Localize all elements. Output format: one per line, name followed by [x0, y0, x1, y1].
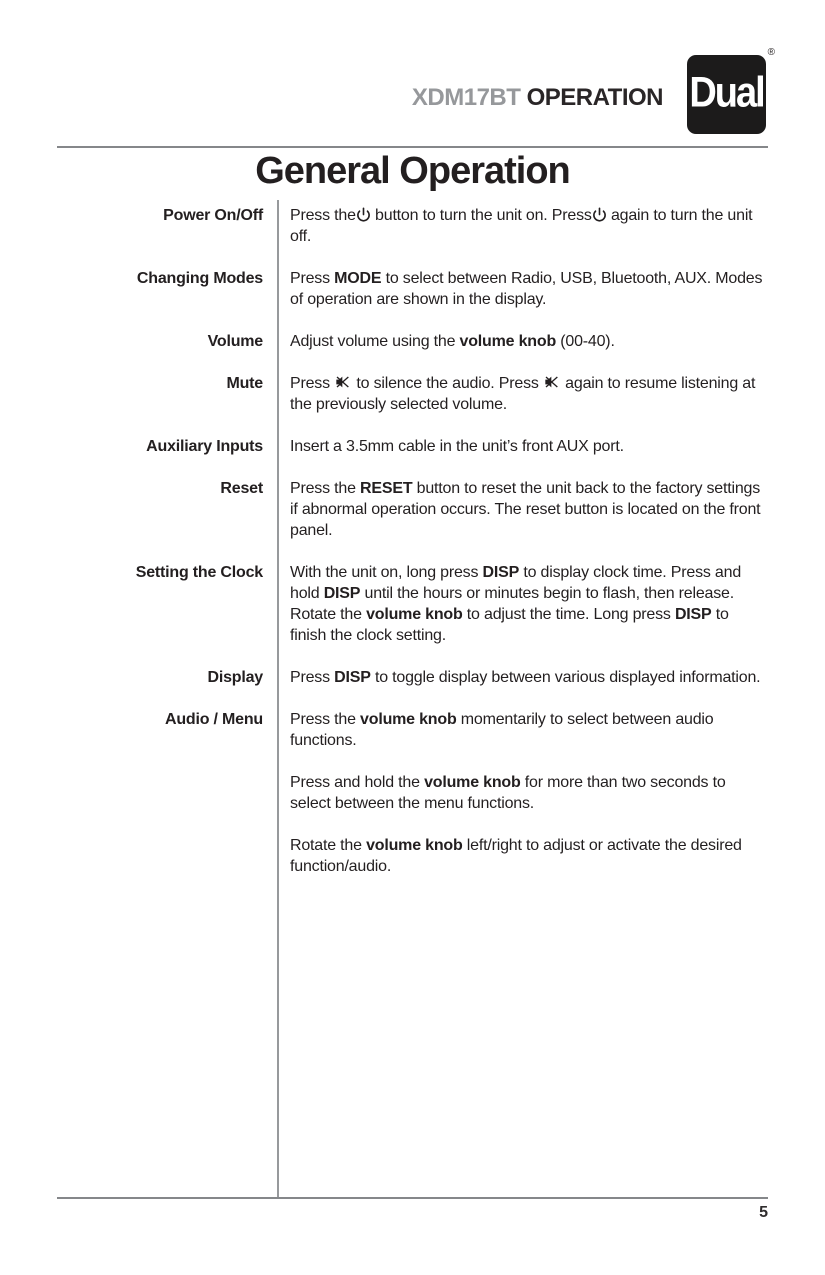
paragraph: Press the volume knob momentarily to select between audio functions. — [290, 711, 714, 749]
operation-row — [57, 709, 768, 877]
operation-row — [57, 667, 768, 688]
row-label: Power On/Off — [163, 207, 263, 224]
mute-icon — [334, 374, 352, 390]
registered-trademark-symbol: ® — [767, 47, 775, 58]
row-description — [277, 373, 768, 415]
row-description — [277, 709, 768, 877]
paragraph: Press to silence the audio. Press again to resume listening at the previously selected volume. — [290, 375, 756, 413]
row-label: Mute — [226, 375, 263, 392]
paragraph: Press and hold the volume knob for more than two seconds to select between the menu functions. — [290, 774, 726, 812]
header-section: OPERATION — [526, 84, 663, 111]
row-description — [277, 562, 768, 646]
paragraph: Press the RESET button to reset the unit back to the factory settings if abnormal operation occurs. The reset button is located on the front panel. — [290, 480, 761, 539]
bottom-rule — [57, 1197, 768, 1199]
row-label: Setting the Clock — [135, 564, 263, 581]
dual-logo-text: Dual — [689, 69, 764, 117]
operation-row — [57, 436, 768, 457]
operation-row — [57, 268, 768, 310]
row-label: Display — [207, 669, 263, 686]
paragraph: Rotate the volume knob left/right to adjust or activate the desired function/audio. — [290, 837, 742, 875]
header-model: XDM17BT — [411, 84, 527, 111]
row-description — [277, 478, 768, 541]
top-rule — [57, 146, 768, 148]
operation-table — [57, 205, 768, 898]
header-title — [412, 84, 663, 112]
operation-row — [57, 562, 768, 646]
paragraph: Insert a 3.5mm cable in the unit’s front AUX port. — [290, 438, 624, 455]
row-label: Audio / Menu — [164, 711, 263, 728]
row-description — [277, 436, 768, 457]
dual-logo — [687, 47, 775, 134]
paragraph: With the unit on, long press DISP to display clock time. Press and hold DISP until the hours or minutes begin to flash, then release. Rotate the volume knob to adjust the time. Long press DISP to finish the clock setting. — [290, 564, 742, 644]
row-description — [277, 667, 768, 688]
row-description — [277, 331, 768, 352]
paragraph: Press the button to turn the unit on. Press again to turn the unit off. — [290, 207, 753, 245]
paragraph: Adjust volume using the volume knob (00-40). — [290, 333, 615, 350]
page-title: General Operation — [255, 150, 570, 192]
power-icon — [592, 207, 607, 222]
power-icon — [356, 207, 371, 222]
row-description — [277, 268, 768, 310]
operation-row — [57, 331, 768, 352]
row-label: Reset — [220, 480, 263, 497]
row-description — [277, 205, 768, 247]
paragraph: Press MODE to select between Radio, USB, Bluetooth, AUX. Modes of operation are shown in the display. — [290, 270, 763, 308]
operation-row — [57, 373, 768, 415]
row-label: Auxiliary Inputs — [146, 438, 263, 455]
operation-row — [57, 205, 768, 247]
row-label: Changing Modes — [136, 270, 263, 287]
operation-row — [57, 478, 768, 541]
mute-icon — [543, 374, 561, 390]
page-number: 5 — [759, 1204, 768, 1221]
paragraph: Press DISP to toggle display between various displayed information. — [290, 669, 761, 686]
row-label: Volume — [207, 333, 263, 350]
